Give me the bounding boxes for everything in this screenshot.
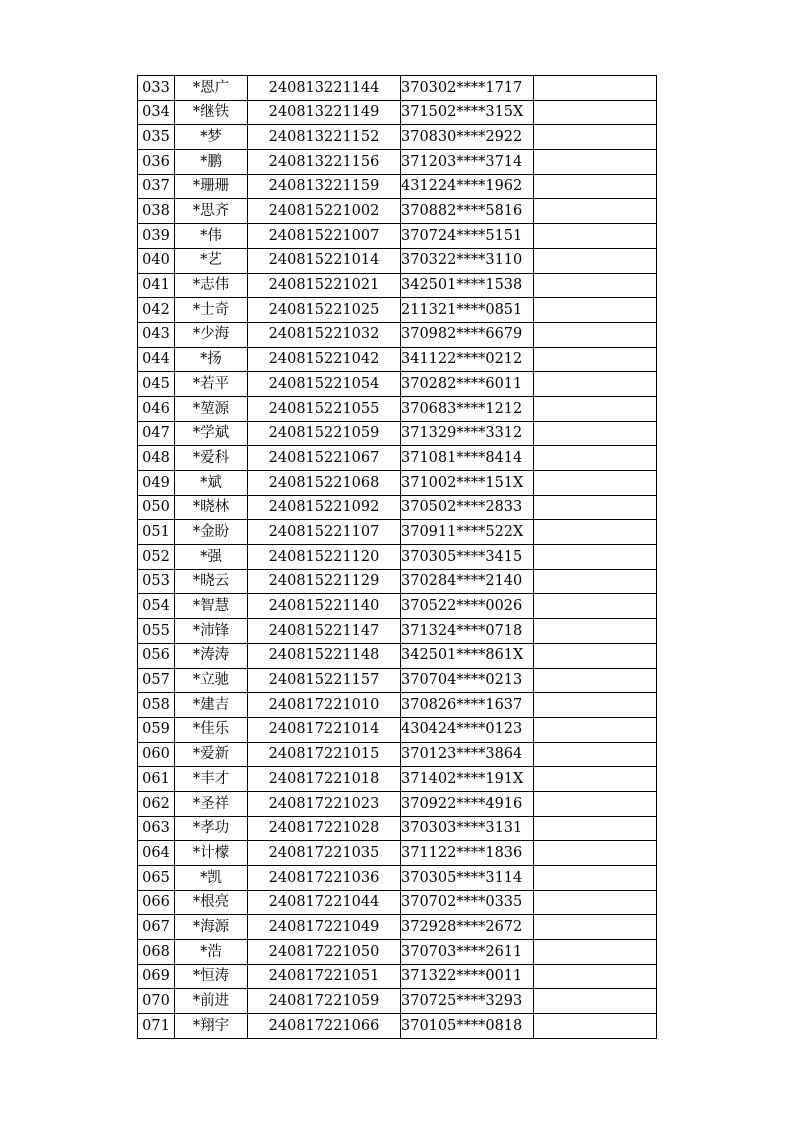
- name-cell: *建吉: [175, 693, 248, 718]
- serial-number-cell: 033: [138, 76, 175, 101]
- note-cell: [534, 125, 657, 150]
- exam-id-cell: 240815221021: [248, 273, 401, 298]
- id-card-cell: 370105****0818: [401, 1014, 534, 1039]
- exam-id-cell: 240817221059: [248, 989, 401, 1014]
- table-row: [138, 125, 657, 150]
- name-cell: *根亮: [175, 890, 248, 915]
- table-row: [138, 989, 657, 1014]
- id-card-cell: 371329****3312: [401, 421, 534, 446]
- id-card-cell: 371081****8414: [401, 446, 534, 471]
- table-row: [138, 520, 657, 545]
- id-card-cell: 370502****2833: [401, 495, 534, 520]
- name-cell: *爱新: [175, 742, 248, 767]
- exam-id-cell: 240817221023: [248, 791, 401, 816]
- note-cell: [534, 866, 657, 891]
- note-cell: [534, 298, 657, 323]
- name-cell: *计檬: [175, 841, 248, 866]
- id-card-cell: 370303****3131: [401, 816, 534, 841]
- table-row: [138, 915, 657, 940]
- note-cell: [534, 545, 657, 570]
- note-cell: [534, 396, 657, 421]
- name-cell: *少海: [175, 322, 248, 347]
- exam-id-cell: 240817221035: [248, 841, 401, 866]
- table-row: [138, 224, 657, 249]
- name-cell: *立驰: [175, 668, 248, 693]
- id-card-cell: 371203****3714: [401, 150, 534, 175]
- note-cell: [534, 989, 657, 1014]
- id-card-cell: 370703****2611: [401, 940, 534, 965]
- serial-number-cell: 054: [138, 594, 175, 619]
- id-card-cell: 371324****0718: [401, 619, 534, 644]
- name-cell: *前进: [175, 989, 248, 1014]
- id-card-cell: 430424****0123: [401, 717, 534, 742]
- serial-number-cell: 057: [138, 668, 175, 693]
- id-card-cell: 431224****1962: [401, 174, 534, 199]
- id-card-cell: 371002****151X: [401, 471, 534, 496]
- note-cell: [534, 569, 657, 594]
- name-cell: *若平: [175, 372, 248, 397]
- table-row: [138, 816, 657, 841]
- serial-number-cell: 067: [138, 915, 175, 940]
- note-cell: [534, 421, 657, 446]
- serial-number-cell: 046: [138, 396, 175, 421]
- exam-id-cell: 240815221032: [248, 322, 401, 347]
- exam-id-cell: 240817221015: [248, 742, 401, 767]
- name-cell: *艺: [175, 248, 248, 273]
- table-row: [138, 372, 657, 397]
- note-cell: [534, 841, 657, 866]
- note-cell: [534, 150, 657, 175]
- name-cell: *佳乐: [175, 717, 248, 742]
- note-cell: [534, 76, 657, 101]
- id-card-cell: 371122****1836: [401, 841, 534, 866]
- exam-id-cell: 240817221014: [248, 717, 401, 742]
- exam-id-cell: 240815221147: [248, 619, 401, 644]
- exam-id-cell: 240815221157: [248, 668, 401, 693]
- note-cell: [534, 742, 657, 767]
- note-cell: [534, 248, 657, 273]
- exam-id-cell: 240817221010: [248, 693, 401, 718]
- table-row: [138, 1014, 657, 1039]
- serial-number-cell: 038: [138, 199, 175, 224]
- id-card-cell: 211321****0851: [401, 298, 534, 323]
- table-row: [138, 150, 657, 175]
- serial-number-cell: 049: [138, 471, 175, 496]
- table-row: [138, 767, 657, 792]
- table-row: [138, 545, 657, 570]
- note-cell: [534, 446, 657, 471]
- note-cell: [534, 717, 657, 742]
- exam-id-cell: 240813221156: [248, 150, 401, 175]
- id-card-cell: 371402****191X: [401, 767, 534, 792]
- note-cell: [534, 890, 657, 915]
- table-row: [138, 964, 657, 989]
- note-cell: [534, 791, 657, 816]
- id-card-cell: 370882****5816: [401, 199, 534, 224]
- id-card-cell: 371322****0011: [401, 964, 534, 989]
- id-card-cell: 341122****0212: [401, 347, 534, 372]
- id-card-cell: 371502****315X: [401, 100, 534, 125]
- serial-number-cell: 064: [138, 841, 175, 866]
- id-card-cell: 370322****3110: [401, 248, 534, 273]
- roster-table: [137, 75, 657, 1039]
- id-card-cell: 342501****861X: [401, 643, 534, 668]
- table-row: [138, 890, 657, 915]
- note-cell: [534, 174, 657, 199]
- exam-id-cell: 240815221007: [248, 224, 401, 249]
- exam-id-cell: 240817221044: [248, 890, 401, 915]
- table-row: [138, 866, 657, 891]
- id-card-cell: 370282****6011: [401, 372, 534, 397]
- serial-number-cell: 047: [138, 421, 175, 446]
- name-cell: *扬: [175, 347, 248, 372]
- id-card-cell: 370911****522X: [401, 520, 534, 545]
- name-cell: *鹏: [175, 150, 248, 175]
- table-row: [138, 100, 657, 125]
- note-cell: [534, 643, 657, 668]
- table-row: [138, 495, 657, 520]
- id-card-cell: 370522****0026: [401, 594, 534, 619]
- table-row: [138, 471, 657, 496]
- id-card-cell: 370830****2922: [401, 125, 534, 150]
- name-cell: *智慧: [175, 594, 248, 619]
- note-cell: [534, 1014, 657, 1039]
- table-row: [138, 347, 657, 372]
- note-cell: [534, 273, 657, 298]
- name-cell: *斌: [175, 471, 248, 496]
- id-card-cell: 370982****6679: [401, 322, 534, 347]
- note-cell: [534, 693, 657, 718]
- table-row: [138, 322, 657, 347]
- table-row: [138, 199, 657, 224]
- name-cell: *珊珊: [175, 174, 248, 199]
- exam-id-cell: 240813221144: [248, 76, 401, 101]
- name-cell: *志伟: [175, 273, 248, 298]
- table-row: [138, 446, 657, 471]
- exam-id-cell: 240813221159: [248, 174, 401, 199]
- id-card-cell: 370683****1212: [401, 396, 534, 421]
- name-cell: *晓云: [175, 569, 248, 594]
- note-cell: [534, 940, 657, 965]
- name-cell: *强: [175, 545, 248, 570]
- exam-id-cell: 240815221120: [248, 545, 401, 570]
- exam-id-cell: 240817221050: [248, 940, 401, 965]
- id-card-cell: 370725****3293: [401, 989, 534, 1014]
- serial-number-cell: 035: [138, 125, 175, 150]
- serial-number-cell: 039: [138, 224, 175, 249]
- table-row: [138, 693, 657, 718]
- note-cell: [534, 594, 657, 619]
- id-card-cell: 370302****1717: [401, 76, 534, 101]
- id-card-cell: 370305****3415: [401, 545, 534, 570]
- name-cell: *恒涛: [175, 964, 248, 989]
- exam-id-cell: 240817221036: [248, 866, 401, 891]
- serial-number-cell: 051: [138, 520, 175, 545]
- serial-number-cell: 050: [138, 495, 175, 520]
- table-row: [138, 643, 657, 668]
- name-cell: *思齐: [175, 199, 248, 224]
- note-cell: [534, 322, 657, 347]
- exam-id-cell: 240813221152: [248, 125, 401, 150]
- table-row: [138, 248, 657, 273]
- exam-id-cell: 240815221025: [248, 298, 401, 323]
- id-card-cell: 370922****4916: [401, 791, 534, 816]
- exam-id-cell: 240815221002: [248, 199, 401, 224]
- serial-number-cell: 069: [138, 964, 175, 989]
- id-card-cell: 370284****2140: [401, 569, 534, 594]
- name-cell: *浩: [175, 940, 248, 965]
- exam-id-cell: 240815221055: [248, 396, 401, 421]
- serial-number-cell: 071: [138, 1014, 175, 1039]
- exam-id-cell: 240815221092: [248, 495, 401, 520]
- exam-id-cell: 240815221067: [248, 446, 401, 471]
- id-card-cell: 372928****2672: [401, 915, 534, 940]
- table-row: [138, 791, 657, 816]
- note-cell: [534, 964, 657, 989]
- serial-number-cell: 036: [138, 150, 175, 175]
- name-cell: *堃源: [175, 396, 248, 421]
- exam-id-cell: 240815221107: [248, 520, 401, 545]
- name-cell: *晓林: [175, 495, 248, 520]
- exam-id-cell: 240817221028: [248, 816, 401, 841]
- table-row: [138, 421, 657, 446]
- serial-number-cell: 041: [138, 273, 175, 298]
- table-row: [138, 717, 657, 742]
- roster-body: [138, 76, 657, 1039]
- table-row: [138, 594, 657, 619]
- table-row: [138, 76, 657, 101]
- name-cell: *海源: [175, 915, 248, 940]
- table-row: [138, 841, 657, 866]
- serial-number-cell: 045: [138, 372, 175, 397]
- exam-id-cell: 240815221059: [248, 421, 401, 446]
- table-row: [138, 940, 657, 965]
- note-cell: [534, 347, 657, 372]
- serial-number-cell: 053: [138, 569, 175, 594]
- note-cell: [534, 372, 657, 397]
- table-row: [138, 668, 657, 693]
- name-cell: *恩广: [175, 76, 248, 101]
- id-card-cell: 342501****1538: [401, 273, 534, 298]
- name-cell: *沛锋: [175, 619, 248, 644]
- name-cell: *翔宇: [175, 1014, 248, 1039]
- exam-id-cell: 240815221014: [248, 248, 401, 273]
- serial-number-cell: 034: [138, 100, 175, 125]
- note-cell: [534, 199, 657, 224]
- serial-number-cell: 068: [138, 940, 175, 965]
- table-row: [138, 174, 657, 199]
- serial-number-cell: 044: [138, 347, 175, 372]
- serial-number-cell: 042: [138, 298, 175, 323]
- table-row: [138, 619, 657, 644]
- name-cell: *凯: [175, 866, 248, 891]
- exam-id-cell: 240817221051: [248, 964, 401, 989]
- serial-number-cell: 060: [138, 742, 175, 767]
- id-card-cell: 370702****0335: [401, 890, 534, 915]
- exam-id-cell: 240815221054: [248, 372, 401, 397]
- serial-number-cell: 066: [138, 890, 175, 915]
- exam-id-cell: 240813221149: [248, 100, 401, 125]
- table-row: [138, 742, 657, 767]
- table-row: [138, 273, 657, 298]
- table-row: [138, 298, 657, 323]
- name-cell: *圣祥: [175, 791, 248, 816]
- id-card-cell: 370724****5151: [401, 224, 534, 249]
- exam-id-cell: 240815221129: [248, 569, 401, 594]
- id-card-cell: 370123****3864: [401, 742, 534, 767]
- id-card-cell: 370826****1637: [401, 693, 534, 718]
- exam-id-cell: 240817221066: [248, 1014, 401, 1039]
- serial-number-cell: 052: [138, 545, 175, 570]
- serial-number-cell: 070: [138, 989, 175, 1014]
- serial-number-cell: 055: [138, 619, 175, 644]
- table-row: [138, 396, 657, 421]
- note-cell: [534, 619, 657, 644]
- serial-number-cell: 059: [138, 717, 175, 742]
- note-cell: [534, 915, 657, 940]
- exam-id-cell: 240815221148: [248, 643, 401, 668]
- serial-number-cell: 056: [138, 643, 175, 668]
- name-cell: *孝功: [175, 816, 248, 841]
- serial-number-cell: 063: [138, 816, 175, 841]
- id-card-cell: 370305****3114: [401, 866, 534, 891]
- name-cell: *继铁: [175, 100, 248, 125]
- name-cell: *士奇: [175, 298, 248, 323]
- exam-id-cell: 240815221140: [248, 594, 401, 619]
- note-cell: [534, 668, 657, 693]
- serial-number-cell: 061: [138, 767, 175, 792]
- name-cell: *金盼: [175, 520, 248, 545]
- serial-number-cell: 062: [138, 791, 175, 816]
- note-cell: [534, 224, 657, 249]
- note-cell: [534, 767, 657, 792]
- note-cell: [534, 816, 657, 841]
- name-cell: *涛涛: [175, 643, 248, 668]
- serial-number-cell: 058: [138, 693, 175, 718]
- exam-id-cell: 240815221042: [248, 347, 401, 372]
- serial-number-cell: 037: [138, 174, 175, 199]
- table-row: [138, 569, 657, 594]
- serial-number-cell: 048: [138, 446, 175, 471]
- exam-id-cell: 240817221018: [248, 767, 401, 792]
- id-card-cell: 370704****0213: [401, 668, 534, 693]
- name-cell: *伟: [175, 224, 248, 249]
- note-cell: [534, 495, 657, 520]
- note-cell: [534, 520, 657, 545]
- name-cell: *丰才: [175, 767, 248, 792]
- name-cell: *爱科: [175, 446, 248, 471]
- serial-number-cell: 040: [138, 248, 175, 273]
- serial-number-cell: 065: [138, 866, 175, 891]
- note-cell: [534, 471, 657, 496]
- name-cell: *学斌: [175, 421, 248, 446]
- name-cell: *梦: [175, 125, 248, 150]
- exam-id-cell: 240817221049: [248, 915, 401, 940]
- serial-number-cell: 043: [138, 322, 175, 347]
- exam-id-cell: 240815221068: [248, 471, 401, 496]
- note-cell: [534, 100, 657, 125]
